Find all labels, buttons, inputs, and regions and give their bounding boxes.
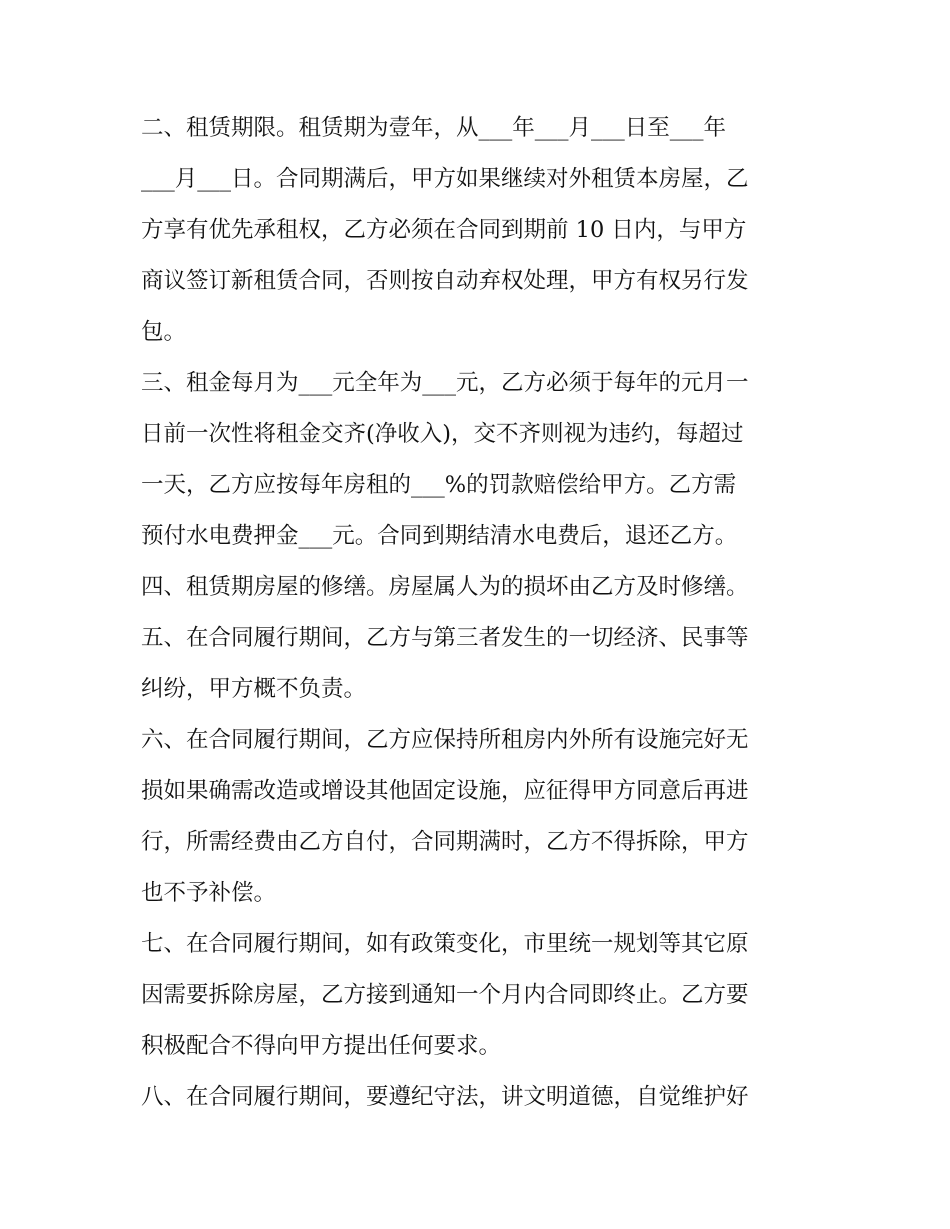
text-line: 四、租赁期房屋的修缮。房屋属人为的损坏由乙方及时修缮。 [141, 574, 749, 600]
text-line: ___月___日。合同期满后，甲方如果继续对外租赁本房屋，乙 [141, 166, 749, 192]
text-line: 行，所需经费由乙方自付，合同期满时，乙方不得拆除，甲方 [141, 829, 749, 855]
text-line: 七、在合同履行期间，如有政策变化，市里统一规划等其它原 [141, 931, 749, 957]
text-line: 三、租金每月为___元全年为___元，乙方必须于每年的元月一 [141, 370, 749, 396]
text-line: 因需要拆除房屋，乙方接到通知一个月内合同即终止。乙方要 [141, 982, 749, 1008]
text-line: 八、在合同履行期间，要遵纪守法，讲文明道德，自觉维护好 [141, 1084, 749, 1110]
text-line: 纠纷，甲方概不负责。 [141, 676, 367, 702]
text-line: 二、租赁期限。租赁期为壹年，从___年___月___日至___年 [141, 115, 727, 141]
text-line: 六、在合同履行期间，乙方应保持所租房内外所有设施完好无 [141, 727, 749, 753]
text-line: 预付水电费押金___元。合同到期结清水电费后，退还乙方。 [141, 523, 738, 549]
contract-body-text [141, 103, 821, 1123]
text-line: 五、在合同履行期间，乙方与第三者发生的一切经济、民事等 [141, 625, 749, 651]
text-line: 也不予补偿。 [141, 880, 277, 906]
text-line: 积极配合不得向甲方提出任何要求。 [141, 1033, 502, 1059]
text-line: 日前一次性将租金交齐(净收入)，交不齐则视为违约，每超过 [141, 421, 744, 447]
text-line: 包。 [141, 319, 187, 345]
text-line: 损如果确需改造或增设其他固定设施，应征得甲方同意后再进 [141, 778, 749, 804]
text-line: 方享有优先承租权，乙方必须在合同到期前 10 日内，与甲方 [141, 217, 747, 243]
text-line: 一天，乙方应按每年房租的___%的罚款赔偿给甲方。乙方需 [141, 472, 737, 498]
text-line: 商议签订新租赁合同，否则按自动弃权处理，甲方有权另行发 [141, 268, 749, 294]
